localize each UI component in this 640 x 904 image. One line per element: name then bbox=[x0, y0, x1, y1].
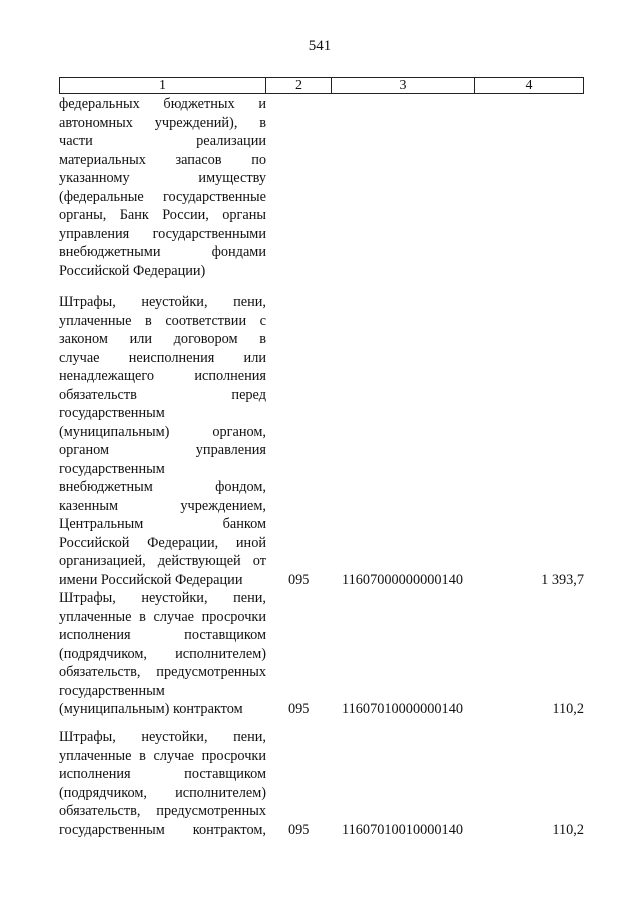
description-line: уплаченные в соответствии с bbox=[59, 312, 266, 329]
description-line: уплаченные в случае просрочки bbox=[59, 608, 266, 625]
description-line: случае неисполнения или bbox=[59, 349, 266, 366]
row-amount: 1 393,7 bbox=[541, 571, 584, 588]
header-col-1: 1 bbox=[60, 78, 266, 93]
description-line: исполнения поставщиком bbox=[59, 766, 266, 782]
description-line: государственным bbox=[59, 405, 165, 421]
description-line: (муниципальным) органом, bbox=[59, 423, 266, 440]
row-code: 095 bbox=[288, 571, 310, 588]
row-amount: 110,2 bbox=[552, 701, 584, 717]
description-line: казенным учреждением, bbox=[59, 497, 266, 514]
description-line: (муниципальным) контрактом bbox=[59, 701, 243, 717]
description-line: (федеральные государственные bbox=[59, 188, 266, 205]
row-code: 095 bbox=[288, 821, 310, 838]
row-code: 095 bbox=[288, 701, 310, 717]
description-line: внебюджетным фондом, bbox=[59, 479, 266, 495]
row-kbk: 11607010000000140 bbox=[342, 701, 463, 717]
description-line: обязательств, предусмотренных bbox=[59, 664, 266, 680]
page-number: 541 bbox=[308, 38, 332, 54]
description-line: имени Российской Федерации bbox=[59, 571, 243, 588]
description-line: ненадлежащего исполнения bbox=[59, 368, 266, 384]
description-line: исполнения поставщиком bbox=[59, 627, 266, 643]
description-line: автономных учреждений), в bbox=[59, 114, 266, 131]
description-line: Штрафы, неустойки, пени, bbox=[59, 294, 266, 310]
row-description bbox=[59, 728, 266, 839]
description-line: Российской Федерации, иной bbox=[59, 534, 266, 551]
description-line: управления государственными bbox=[59, 225, 266, 242]
description-line: Штрафы, неустойки, пени, bbox=[59, 590, 266, 606]
description-line: части реализации bbox=[59, 133, 266, 149]
description-line: государственным контрактом, bbox=[59, 821, 266, 838]
description-line: государственным bbox=[59, 682, 165, 699]
description-line: (подрядчиком, исполнителем) bbox=[59, 645, 266, 662]
description-line: организацией, действующей от bbox=[59, 553, 266, 569]
description-line: Российской Федерации) bbox=[59, 262, 206, 279]
description-line: обязательств перед bbox=[59, 386, 266, 403]
table-header bbox=[59, 77, 584, 94]
header-col-4: 4 bbox=[525, 77, 533, 93]
description-line: внебюджетными фондами bbox=[59, 244, 266, 260]
description-line: органы, Банк России, органы bbox=[59, 207, 266, 223]
description-line: государственным bbox=[59, 460, 165, 477]
description-line: органом управления bbox=[59, 442, 266, 458]
row-amount: 110,2 bbox=[552, 821, 584, 838]
description-line: указанному имуществу bbox=[59, 170, 266, 186]
header-col-2: 2 bbox=[266, 78, 332, 93]
row-description bbox=[59, 589, 266, 719]
row-kbk: 11607010010000140 bbox=[342, 821, 463, 838]
header-col-3: 3 bbox=[332, 78, 475, 93]
row-description bbox=[59, 95, 266, 280]
description-line: Штрафы, неустойки, пени, bbox=[59, 729, 266, 745]
row-kbk: 11607000000000140 bbox=[342, 571, 463, 588]
description-line: уплаченные в случае просрочки bbox=[59, 747, 266, 764]
description-line: Центральным банком bbox=[59, 516, 266, 532]
description-line: обязательств, предусмотренных bbox=[59, 803, 266, 819]
row-description bbox=[59, 293, 266, 589]
description-line: федеральных бюджетных и bbox=[59, 96, 266, 112]
description-line: законом или договором в bbox=[59, 331, 266, 347]
description-line: (подрядчиком, исполнителем) bbox=[59, 784, 266, 801]
description-line: материальных запасов по bbox=[59, 151, 266, 168]
